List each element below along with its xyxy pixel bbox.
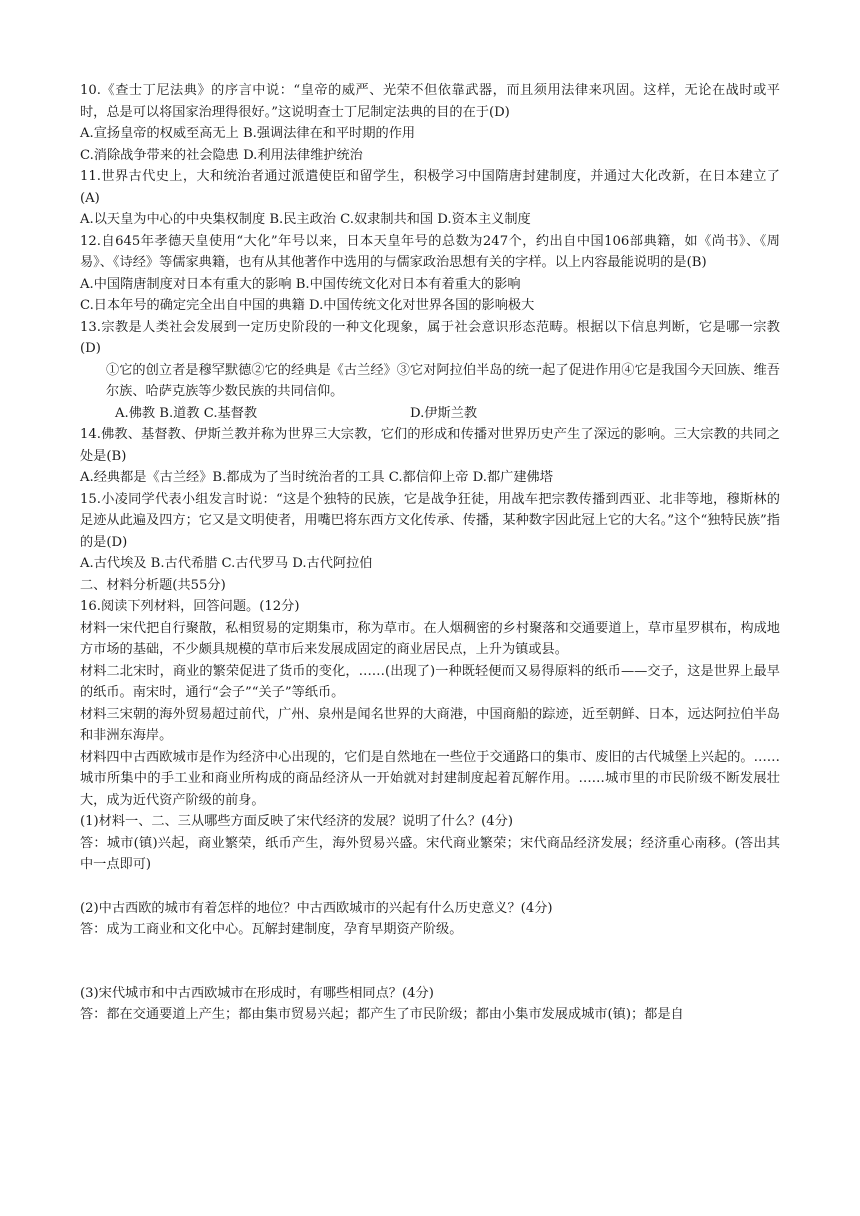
question-15-options: A.古代埃及 B.古代希腊 C.古代罗马 D.古代阿拉伯	[80, 556, 373, 571]
question-13-clues: ①它的创立者是穆罕默德②它的经典是《古兰经》③它对阿拉伯半岛的统一起了促进作用④它是我国今天回族、维吾尔族、哈萨克族等少数民族的共同信仰。	[106, 362, 780, 399]
question-15: 15.小凌同学代表小组发言时说：“这是个独特的民族，它是战争狂徒，用战车把宗教传播到西亚、北非等地，穆斯林的足迹从此遍及四方；它又是文明使者，用嘴巴将东西方文化传承、传播，某种数字因此冠上它的大名。”这个“独特民族”指的是(D)	[80, 491, 780, 550]
material-3: 材料三宋朝的海外贸易超过前代，广州、泉州是闻名世界的大商港，中国商船的踪迹，近至朝鲜、日本，远达阿拉伯半岛和非洲东海岸。	[80, 706, 780, 743]
question-13-options-abc: A.佛教 B.道教 C.基督教	[115, 405, 258, 421]
question-14: 14.佛教、基督教、伊斯兰教并称为世界三大宗教，它们的形成和传播对世界历史产生了深远的影响。三大宗教的共同之处是(B)	[80, 427, 780, 464]
question-11: 11.世界古代史上，大和统治者通过派遣使臣和留学生，积极学习中国隋唐封建制度，并通过大化改新，在日本建立了(A)	[80, 169, 780, 206]
question-13-options	[80, 403, 780, 425]
question-12: 12.自645年孝德天皇使用“大化”年号以来，日本天皇年号的总数为247个，约出自中国106部典籍，如《尚书》、《周易》、《诗经》等儒家典籍，也有从其他著作中选用的与儒家政治思想有关的字样。以上内容最能说明的是(B)	[80, 233, 780, 270]
section-heading: 二、材料分析题(共55分)	[80, 577, 226, 593]
material-2: 材料二北宋时，商业的繁荣促进了货币的变化，……(出现了)一种既轻便而又易得原料的纸币——交子，这是世界上最早的纸币。南宋时，通行“会子”“关子”等纸币。	[80, 663, 780, 700]
material-1: 材料一宋代把自行聚散，私相贸易的定期集市，称为草市。在人烟稠密的乡村聚落和交通要道上，草市星罗棋布，构成地方市场的基础，不少颇具规模的草市后来发展成固定的商业居民点，上升为镇或县。	[80, 620, 780, 657]
question-16: 16.阅读下列材料，回答问题。(12分)	[80, 599, 300, 614]
question-13: 13.宗教是人类社会发展到一定历史阶段的一种文化现象，属于社会意识形态范畴。根据以下信息判断，它是哪一宗教(D)	[80, 319, 780, 356]
question-13-option-d: D.伊斯兰教	[410, 405, 478, 421]
question-10-options-cd: C.消除战争带来的社会隐患 D.利用法律维护统治	[80, 147, 363, 163]
material-4: 材料四中古西欧城市是作为经济中心出现的，它们是自然地在一些位于交通路口的集市、废旧的古代城堡上兴起的。……城市所集中的手工业和商业所构成的商品经济从一开始就对封建制度起着瓦解作用。……城市里的市民阶级不断发展壮大，成为近代资产阶级的前身。	[80, 749, 780, 808]
question-10: 10.《查士丁尼法典》的序言中说：“皇帝的威严、光荣不但依靠武器，而且须用法律来巩固。这样，无论在战时或平时，总是可以将国家治理得很好。”这说明查士丁尼制定法典的目的在于(D)	[80, 83, 780, 120]
question-11-options: A.以天皇为中心的中央集权制度 B.民主政治 C.奴隶制共和国 D.资本主义制度	[80, 212, 531, 227]
subquestion-3: (3)宋代城市和中古西欧城市在形成时，有哪些相同点？(4分)	[80, 985, 434, 1001]
answer-2: 答：成为工商业和文化中心。瓦解封建制度，孕育早期资产阶级。	[80, 922, 463, 937]
question-12-options-ab: A.中国隋唐制度对日本有重大的影响 B.中国传统文化对日本有着重大的影响	[80, 276, 521, 292]
answer-3: 答：都在交通要道上产生；都由集市贸易兴起；都产生了市民阶级；都由小集市发展成城市(镇)；都是自	[80, 1007, 684, 1022]
question-10-options-ab: A.宣扬皇帝的权威至高无上 B.强调法律在和平时期的作用	[80, 126, 416, 141]
document-page	[80, 80, 780, 1026]
subquestion-2: (2)中古西欧的城市有着怎样的地位？中古西欧城市的兴起有什么历史意义？(4分)	[80, 900, 553, 916]
subquestion-1: (1)材料一、二、三从哪些方面反映了宋代经济的发展？说明了什么？(4分)	[80, 814, 513, 829]
question-14-options: A.经典都是《古兰经》B.都成为了当时统治者的工具 C.都信仰上帝 D.都广建佛塔	[80, 470, 553, 485]
question-12-options-cd: C.日本年号的确定完全出自中国的典籍 D.中国传统文化对世界各国的影响极大	[80, 298, 535, 313]
answer-1: 答：城市(镇)兴起，商业繁荣，纸币产生，海外贸易兴盛。宋代商业繁荣；宋代商品经济发展；经济重心南移。(答出其中一点即可)	[80, 835, 780, 872]
